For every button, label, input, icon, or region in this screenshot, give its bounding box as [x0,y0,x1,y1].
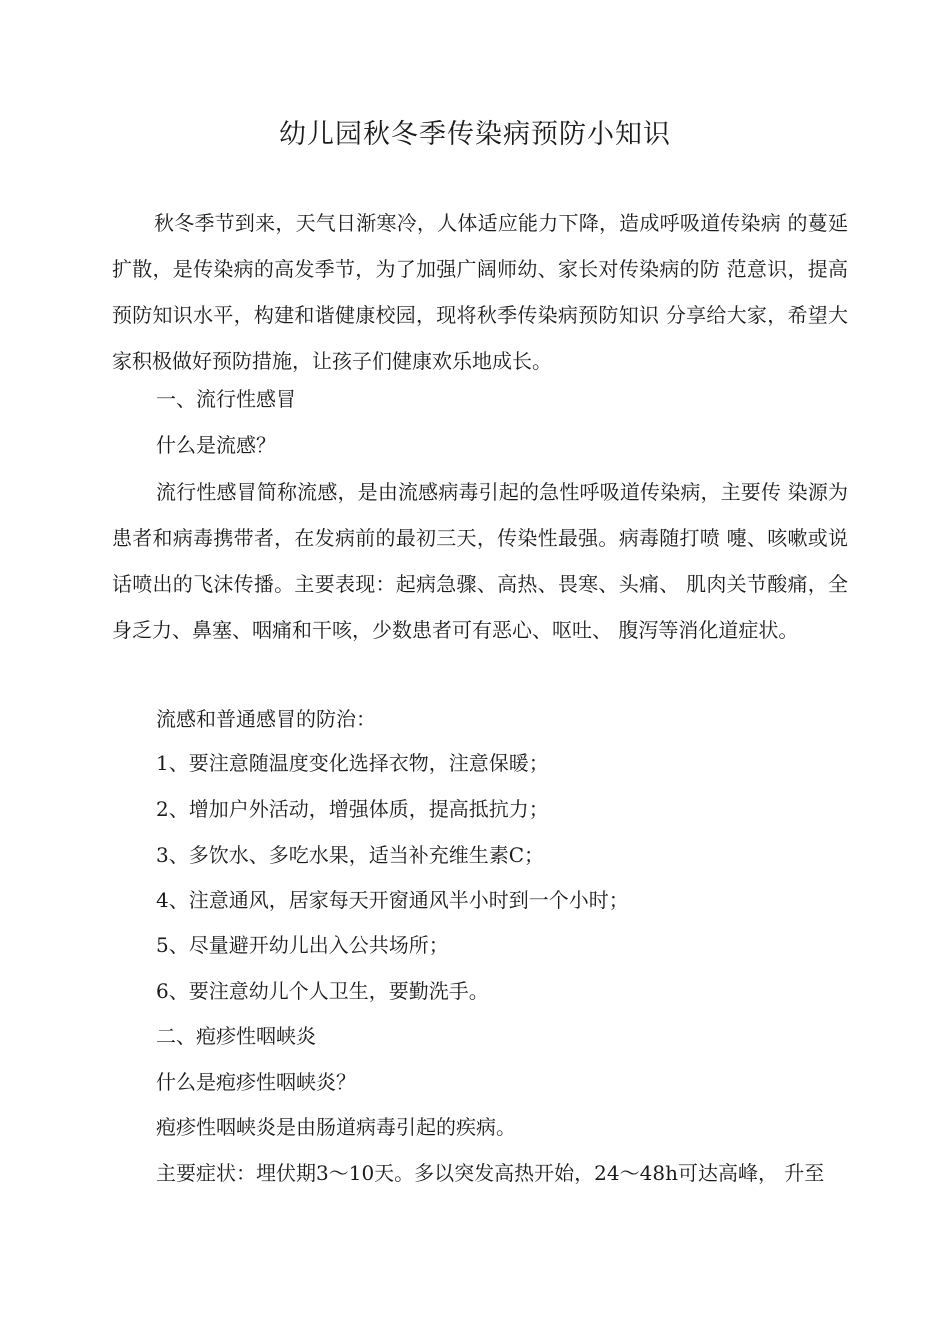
section2-question: 什么是疱疹性咽峡炎？ [156,1070,356,1094]
section1-heading: 一、流行性感冒 [156,387,296,411]
list-item: 5、尽量避开幼儿出入公共场所； [156,933,449,957]
section2-symptoms: 主要症状：埋伏期3〜10天。多以突发高热开始，24〜48h可达高峰， 升至 [156,1161,825,1185]
document-title: 幼儿园秋冬季传染病预防小知识 [279,119,671,150]
section1-description: 流行性感冒简称流感，是由流感病毒引起的急性呼吸道传染病，主要传 染源为患者和病毒携带者，在发病前的最初三天，传染性最强。病毒随打喷 嚏、咳嗽或说话喷出的飞沫传播。主要表现：起病急骤、高热、畏寒、头痛、 肌肉关节酸痛，全身乏力、鼻塞、咽痛和干咳，少数患者可有恶心、呕吐、 腹泻等消化道症状。 [112,480,848,642]
section2-heading: 二、疱疹性咽峡炎 [156,1024,316,1048]
section2-description: 疱疹性咽峡炎是由肠道病毒引起的疾病。 [156,1115,516,1139]
intro-paragraph: 秋冬季节到来，天气日渐寒冷，人体适应能力下降，造成呼吸道传染病 的蔓延扩散，是传染病的高发季节，为了加强广阔师幼、家长对传染病的防 范意识，提高预防知识水平，构建和谐健康校园，现将秋季传染病预防知识 分享给大家，希望大家积极做好预防措施，让孩子们健康欢乐地成长。 [112,211,848,373]
list-item: 6、要注意幼儿个人卫生，要勤洗手。 [156,979,489,1003]
list-item: 3、多饮水、多吃水果，适当补充维生素C； [156,843,545,867]
list-item: 1、要注意随温度变化选择衣物，注意保暖； [156,751,549,775]
section1-question: 什么是流感？ [156,433,276,457]
prevention-heading: 流感和普通感冒的防治： [156,707,376,731]
list-item: 2、增加户外活动，增强体质，提高抵抗力； [156,797,549,821]
list-item: 4、注意通风，居家每天开窗通风半小时到一个小时； [156,888,629,912]
